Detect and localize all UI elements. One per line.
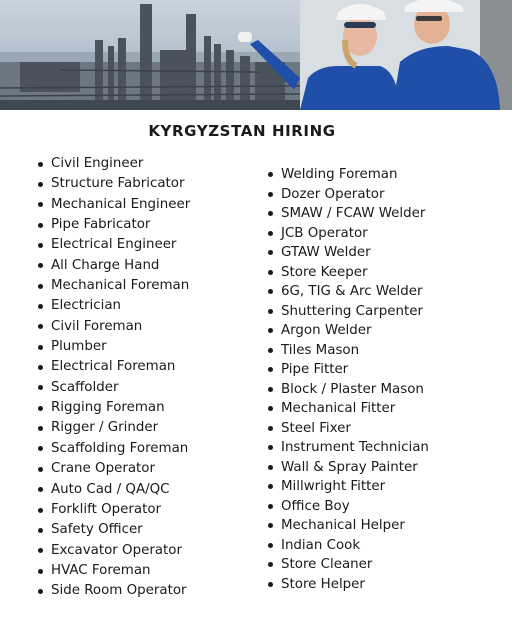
- bullet-icon: [268, 289, 273, 294]
- list-item: [36, 541, 190, 561]
- bullet-icon: [268, 523, 273, 528]
- bullet-icon: [268, 504, 273, 509]
- bullet-icon: [268, 562, 273, 567]
- bullet-icon: [38, 385, 43, 390]
- list-item: [266, 477, 429, 497]
- job-title: Welding Foreman: [281, 167, 398, 182]
- list-item: [36, 337, 190, 357]
- list-item: [36, 235, 190, 255]
- job-title: Indian Cook: [281, 537, 361, 553]
- list-item: [266, 458, 429, 478]
- bullet-icon: [38, 569, 43, 574]
- job-title: All Charge Hand: [51, 257, 160, 273]
- list-item: [266, 516, 429, 536]
- job-title: Mechanical Engineer: [51, 196, 191, 212]
- job-title: Mechanical Fitter: [281, 401, 396, 416]
- bullet-icon: [268, 445, 273, 450]
- list-item: [266, 380, 429, 400]
- job-title: Block / Plaster Mason: [281, 381, 424, 397]
- header-photo: [0, 0, 512, 110]
- list-item: [36, 317, 190, 337]
- list-item: [36, 174, 190, 194]
- bullet-icon: [38, 263, 43, 268]
- bullet-icon: [38, 365, 43, 370]
- job-list-right: [266, 165, 429, 594]
- list-item: [266, 341, 429, 361]
- list-item: [36, 500, 190, 520]
- list-item: [36, 459, 190, 479]
- job-title: GTAW Welder: [281, 245, 371, 260]
- job-title: Electrician: [51, 298, 122, 314]
- page-title: KYRGYZSTAN HIRING: [148, 122, 336, 140]
- bullet-icon: [38, 162, 43, 167]
- bullet-icon: [38, 202, 43, 207]
- list-item: [266, 360, 429, 380]
- bullet-icon: [268, 309, 273, 314]
- job-title: Millwright Fitter: [281, 479, 386, 494]
- list-item: [266, 302, 429, 322]
- job-title: SMAW / FCAW Welder: [281, 206, 426, 221]
- job-title: Crane Operator: [51, 461, 155, 477]
- list-item: [266, 555, 429, 575]
- bullet-icon: [268, 172, 273, 177]
- job-title: Mechanical Helper: [281, 518, 405, 533]
- job-title: Wall & Spray Painter: [281, 459, 418, 475]
- job-title: Dozer Operator: [281, 186, 385, 202]
- bullet-icon: [268, 582, 273, 587]
- list-item: [36, 418, 190, 438]
- list-item: [36, 357, 190, 377]
- job-title: Pipe Fabricator: [51, 217, 151, 233]
- bullet-icon: [268, 270, 273, 275]
- job-title: Excavator Operator: [51, 542, 182, 558]
- bullet-icon: [268, 484, 273, 489]
- bullet-icon: [268, 192, 273, 197]
- bullet-icon: [268, 406, 273, 411]
- job-title: Office Boy: [281, 498, 350, 514]
- list-item: [36, 215, 190, 235]
- bullet-icon: [38, 406, 43, 411]
- job-title: Store Cleaner: [281, 557, 373, 572]
- list-item: [36, 276, 190, 296]
- bullet-icon: [268, 211, 273, 216]
- list-item: [266, 399, 429, 419]
- job-title: Steel Fixer: [281, 420, 351, 436]
- bullet-icon: [268, 543, 273, 548]
- job-title: Rigger / Grinder: [51, 420, 159, 436]
- list-item: [266, 575, 429, 595]
- list-item: [266, 438, 429, 458]
- list-item: [36, 398, 190, 418]
- job-title: Structure Fabricator: [51, 176, 185, 192]
- bullet-icon: [268, 231, 273, 236]
- list-item: [36, 154, 190, 174]
- job-title: Tiles Mason: [281, 342, 360, 358]
- list-item: [266, 185, 429, 205]
- bullet-icon: [38, 487, 43, 492]
- list-item: [36, 561, 190, 581]
- list-item: [36, 256, 190, 276]
- list-item: [266, 321, 429, 341]
- list-item: [36, 296, 190, 316]
- list-item: [266, 263, 429, 283]
- bullet-icon: [38, 548, 43, 553]
- bullet-icon: [38, 223, 43, 228]
- list-item: [266, 165, 429, 185]
- list-item: [266, 224, 429, 244]
- job-title: Instrument Technician: [281, 440, 429, 455]
- bullet-icon: [268, 426, 273, 431]
- job-title: Rigging Foreman: [51, 400, 165, 416]
- bullet-icon: [38, 284, 43, 289]
- job-title: Shuttering Carpenter: [281, 303, 423, 319]
- list-item: [266, 204, 429, 224]
- job-title: Scaffolding Foreman: [51, 440, 189, 456]
- list-item: [266, 243, 429, 263]
- bullet-icon: [38, 243, 43, 248]
- job-title: Civil Engineer: [51, 156, 144, 171]
- job-title: Electrical Foreman: [51, 359, 176, 375]
- list-item: [36, 378, 190, 398]
- job-title: Plumber: [51, 339, 107, 355]
- bullet-icon: [268, 348, 273, 353]
- bullet-icon: [268, 250, 273, 255]
- job-title: Auto Cad / QA/QC: [51, 481, 170, 497]
- bullet-icon: [38, 467, 43, 472]
- job-title: Pipe Fitter: [281, 362, 349, 377]
- job-title: Electrical Engineer: [51, 237, 177, 253]
- bullet-icon: [38, 304, 43, 309]
- job-title: Store Keeper: [281, 264, 368, 280]
- job-title: 6G, TIG & Arc Welder: [281, 284, 423, 299]
- bullet-icon: [268, 387, 273, 392]
- job-list-left: [36, 154, 190, 602]
- bullet-icon: [38, 182, 43, 187]
- bullet-icon: [38, 528, 43, 533]
- bullet-icon: [38, 446, 43, 451]
- job-title: Scaffolder: [51, 379, 119, 395]
- bullet-icon: [38, 589, 43, 594]
- list-item: [36, 195, 190, 215]
- list-item: [36, 520, 190, 540]
- job-title: JCB Operator: [281, 225, 368, 241]
- job-title: Mechanical Foreman: [51, 278, 190, 294]
- list-item: [266, 497, 429, 517]
- bullet-icon: [268, 367, 273, 372]
- job-title: Civil Foreman: [51, 318, 143, 334]
- bullet-icon: [38, 508, 43, 513]
- list-item: [266, 419, 429, 439]
- bullet-icon: [268, 328, 273, 333]
- list-item: [266, 282, 429, 302]
- list-item: [266, 536, 429, 556]
- job-title: HVAC Foreman: [51, 562, 151, 578]
- industrial-plant-illustration: [0, 0, 512, 110]
- bullet-icon: [38, 426, 43, 431]
- list-item: [36, 439, 190, 459]
- job-title: Side Room Operator: [51, 583, 187, 599]
- bullet-icon: [38, 345, 43, 350]
- job-title: Argon Welder: [281, 323, 372, 338]
- list-item: [36, 480, 190, 500]
- bullet-icon: [268, 465, 273, 470]
- job-title: Store Helper: [281, 576, 365, 592]
- bullet-icon: [38, 324, 43, 329]
- job-title: Safety Officer: [51, 522, 143, 538]
- list-item: [36, 581, 190, 601]
- job-title: Forklift Operator: [51, 501, 162, 517]
